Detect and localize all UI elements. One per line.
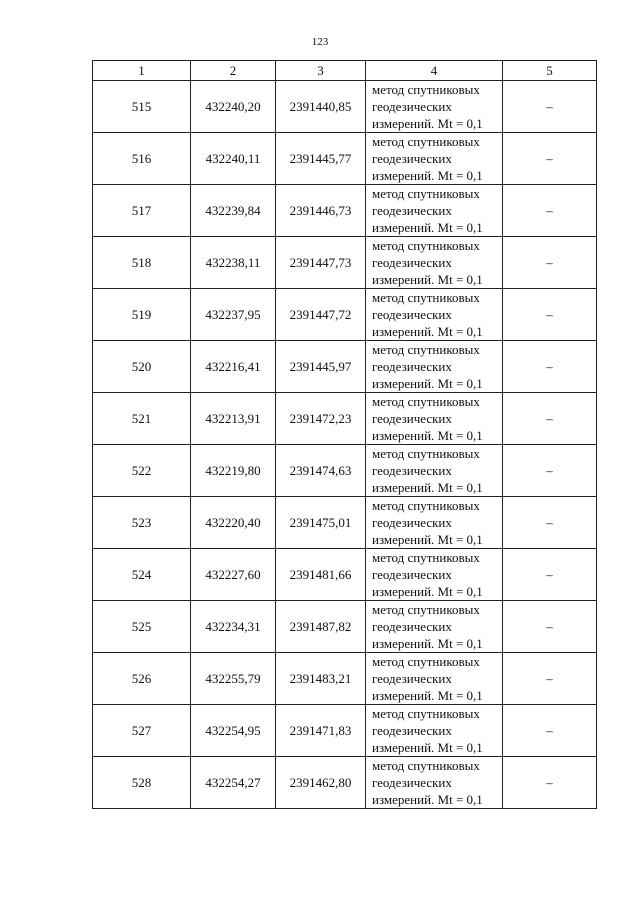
x-coordinate-cell: 432238,11 xyxy=(191,237,276,289)
method-line-1: метод спутниковых xyxy=(372,186,480,201)
method-line-2: геодезических xyxy=(372,619,452,634)
method-line-1: метод спутниковых xyxy=(372,290,480,305)
method-line-1: метод спутниковых xyxy=(372,342,480,357)
method-line-3: измерений. Mt = 0,1 xyxy=(372,480,483,495)
coordinates-table xyxy=(92,60,597,809)
page-number: 123 xyxy=(311,36,329,48)
method-line-3: измерений. Mt = 0,1 xyxy=(372,116,483,131)
method-line-2: геодезических xyxy=(372,203,452,218)
point-number-cell: 526 xyxy=(93,653,191,705)
method-line-2: геодезических xyxy=(372,515,452,530)
column-5-cell: – xyxy=(503,445,597,497)
method-line-3: измерений. Mt = 0,1 xyxy=(372,376,483,391)
y-coordinate-cell: 2391445,97 xyxy=(276,341,366,393)
x-coordinate-cell: 432254,27 xyxy=(191,757,276,809)
point-number-cell: 522 xyxy=(93,445,191,497)
x-coordinate-cell: 432234,31 xyxy=(191,601,276,653)
method-line-2: геодезических xyxy=(372,567,452,582)
method-line-2: геодезических xyxy=(372,307,452,322)
point-number-cell: 515 xyxy=(93,81,191,133)
table-row xyxy=(93,341,597,393)
y-coordinate-cell: 2391483,21 xyxy=(276,653,366,705)
method-line-3: измерений. Mt = 0,1 xyxy=(372,740,483,755)
y-coordinate-cell: 2391472,23 xyxy=(276,393,366,445)
column-header-2: 2 xyxy=(191,61,276,81)
method-line-1: метод спутниковых xyxy=(372,446,480,461)
method-line-1: метод спутниковых xyxy=(372,134,480,149)
column-5-cell: – xyxy=(503,601,597,653)
method-line-3: измерений. Mt = 0,1 xyxy=(372,688,483,703)
table-row xyxy=(93,133,597,185)
point-number-cell: 525 xyxy=(93,601,191,653)
table-row xyxy=(93,185,597,237)
table-row xyxy=(93,757,597,809)
point-number-cell: 527 xyxy=(93,705,191,757)
y-coordinate-cell: 2391446,73 xyxy=(276,185,366,237)
x-coordinate-cell: 432213,91 xyxy=(191,393,276,445)
method-cell xyxy=(366,185,503,237)
column-header-1: 1 xyxy=(93,61,191,81)
table-row xyxy=(93,549,597,601)
column-5-cell: – xyxy=(503,497,597,549)
x-coordinate-cell: 432219,80 xyxy=(191,445,276,497)
point-number-cell: 521 xyxy=(93,393,191,445)
method-line-3: измерений. Mt = 0,1 xyxy=(372,636,483,651)
x-coordinate-cell: 432255,79 xyxy=(191,653,276,705)
column-5-cell: – xyxy=(503,549,597,601)
y-coordinate-cell: 2391471,83 xyxy=(276,705,366,757)
method-cell xyxy=(366,289,503,341)
method-cell xyxy=(366,341,503,393)
method-cell xyxy=(366,445,503,497)
method-cell xyxy=(366,601,503,653)
y-coordinate-cell: 2391445,77 xyxy=(276,133,366,185)
table-body xyxy=(93,61,597,809)
point-number-cell: 528 xyxy=(93,757,191,809)
point-number-cell: 516 xyxy=(93,133,191,185)
method-cell xyxy=(366,653,503,705)
method-line-1: метод спутниковых xyxy=(372,706,480,721)
x-coordinate-cell: 432239,84 xyxy=(191,185,276,237)
method-line-2: геодезических xyxy=(372,463,452,478)
method-line-3: измерений. Mt = 0,1 xyxy=(372,168,483,183)
point-number-cell: 524 xyxy=(93,549,191,601)
column-header-4: 4 xyxy=(366,61,503,81)
method-cell xyxy=(366,497,503,549)
method-line-3: измерений. Mt = 0,1 xyxy=(372,532,483,547)
point-number-cell: 519 xyxy=(93,289,191,341)
table-row xyxy=(93,393,597,445)
x-coordinate-cell: 432216,41 xyxy=(191,341,276,393)
point-number-cell: 518 xyxy=(93,237,191,289)
method-line-1: метод спутниковых xyxy=(372,82,480,97)
method-line-1: метод спутниковых xyxy=(372,550,480,565)
method-line-1: метод спутниковых xyxy=(372,498,480,513)
method-line-2: геодезических xyxy=(372,775,452,790)
method-cell xyxy=(366,237,503,289)
y-coordinate-cell: 2391487,82 xyxy=(276,601,366,653)
method-line-2: геодезических xyxy=(372,151,452,166)
table-row xyxy=(93,237,597,289)
table-row xyxy=(93,601,597,653)
method-line-2: геодезических xyxy=(372,671,452,686)
column-5-cell: – xyxy=(503,653,597,705)
y-coordinate-cell: 2391462,80 xyxy=(276,757,366,809)
method-line-3: измерений. Mt = 0,1 xyxy=(372,324,483,339)
x-coordinate-cell: 432240,20 xyxy=(191,81,276,133)
column-5-cell: – xyxy=(503,757,597,809)
method-cell xyxy=(366,81,503,133)
table-row xyxy=(93,653,597,705)
column-5-cell: – xyxy=(503,81,597,133)
method-cell xyxy=(366,549,503,601)
method-line-1: метод спутниковых xyxy=(372,394,480,409)
x-coordinate-cell: 432227,60 xyxy=(191,549,276,601)
x-coordinate-cell: 432220,40 xyxy=(191,497,276,549)
method-cell xyxy=(366,393,503,445)
column-5-cell: – xyxy=(503,133,597,185)
table-row xyxy=(93,497,597,549)
column-5-cell: – xyxy=(503,393,597,445)
method-line-1: метод спутниковых xyxy=(372,758,480,773)
table-row xyxy=(93,705,597,757)
column-header-3: 3 xyxy=(276,61,366,81)
x-coordinate-cell: 432240,11 xyxy=(191,133,276,185)
method-line-3: измерений. Mt = 0,1 xyxy=(372,272,483,287)
method-line-2: геодезических xyxy=(372,723,452,738)
column-5-cell: – xyxy=(503,289,597,341)
table-row xyxy=(93,81,597,133)
method-cell xyxy=(366,757,503,809)
column-5-cell: – xyxy=(503,237,597,289)
method-line-1: метод спутниковых xyxy=(372,602,480,617)
y-coordinate-cell: 2391447,72 xyxy=(276,289,366,341)
table-row xyxy=(93,289,597,341)
x-coordinate-cell: 432254,95 xyxy=(191,705,276,757)
point-number-cell: 523 xyxy=(93,497,191,549)
method-line-2: геодезических xyxy=(372,359,452,374)
point-number-cell: 517 xyxy=(93,185,191,237)
table-row xyxy=(93,445,597,497)
x-coordinate-cell: 432237,95 xyxy=(191,289,276,341)
method-line-1: метод спутниковых xyxy=(372,654,480,669)
y-coordinate-cell: 2391440,85 xyxy=(276,81,366,133)
y-coordinate-cell: 2391481,66 xyxy=(276,549,366,601)
column-5-cell: – xyxy=(503,185,597,237)
y-coordinate-cell: 2391475,01 xyxy=(276,497,366,549)
y-coordinate-cell: 2391474,63 xyxy=(276,445,366,497)
method-line-2: геодезических xyxy=(372,411,452,426)
method-line-3: измерений. Mt = 0,1 xyxy=(372,792,483,807)
point-number-cell: 520 xyxy=(93,341,191,393)
method-line-3: измерений. Mt = 0,1 xyxy=(372,220,483,235)
method-line-2: геодезических xyxy=(372,99,452,114)
method-line-2: геодезических xyxy=(372,255,452,270)
column-5-cell: – xyxy=(503,705,597,757)
column-header-5: 5 xyxy=(503,61,597,81)
table-header-row xyxy=(93,61,597,81)
method-cell xyxy=(366,133,503,185)
method-line-3: измерений. Mt = 0,1 xyxy=(372,584,483,599)
method-line-1: метод спутниковых xyxy=(372,238,480,253)
column-5-cell: – xyxy=(503,341,597,393)
method-cell xyxy=(366,705,503,757)
method-line-3: измерений. Mt = 0,1 xyxy=(372,428,483,443)
y-coordinate-cell: 2391447,73 xyxy=(276,237,366,289)
